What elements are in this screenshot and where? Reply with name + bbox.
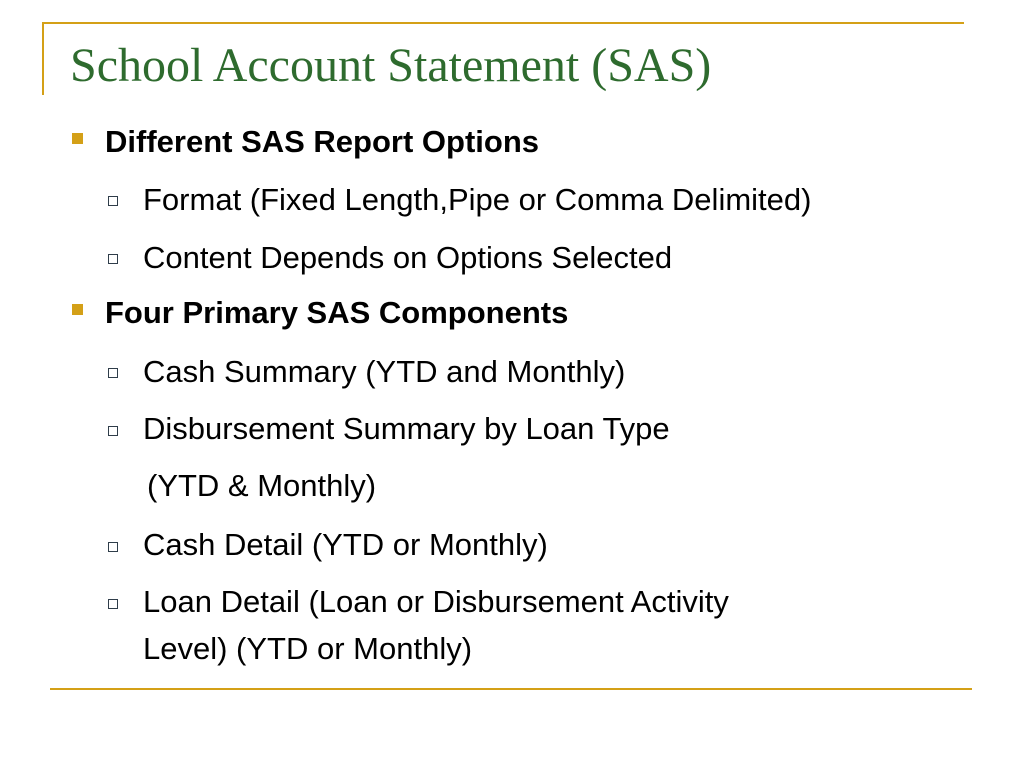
slide-title: School Account Statement (SAS)	[70, 39, 712, 92]
frame-bottom-rule	[50, 688, 972, 690]
hollow-square-bullet-icon	[108, 254, 118, 264]
hollow-square-bullet-icon	[108, 599, 118, 609]
list-item: Cash Detail (YTD or Monthly)	[143, 527, 548, 562]
hollow-square-bullet-icon	[108, 542, 118, 552]
list-item: Content Depends on Options Selected	[143, 240, 673, 275]
hollow-square-bullet-icon	[108, 368, 118, 378]
frame-left-rule	[42, 22, 44, 95]
list-item: Cash Summary (YTD and Monthly)	[143, 354, 626, 389]
hollow-square-bullet-icon	[108, 426, 118, 436]
hollow-square-bullet-icon	[108, 196, 118, 206]
section-heading-report-options: Different SAS Report Options	[105, 124, 540, 159]
section-heading-primary-components: Four Primary SAS Components	[105, 295, 569, 330]
list-item: Format (Fixed Length,Pipe or Comma Delimited)	[143, 182, 812, 217]
square-bullet-icon	[72, 133, 83, 144]
square-bullet-icon	[72, 304, 83, 315]
frame-top-rule	[42, 22, 964, 24]
list-item: Loan Detail (Loan or Disbursement Activity	[143, 584, 729, 619]
list-item-continuation: Level) (YTD or Monthly)	[143, 631, 473, 666]
list-item-continuation: (YTD & Monthly)	[147, 468, 377, 503]
list-item: Disbursement Summary by Loan Type	[143, 411, 670, 446]
